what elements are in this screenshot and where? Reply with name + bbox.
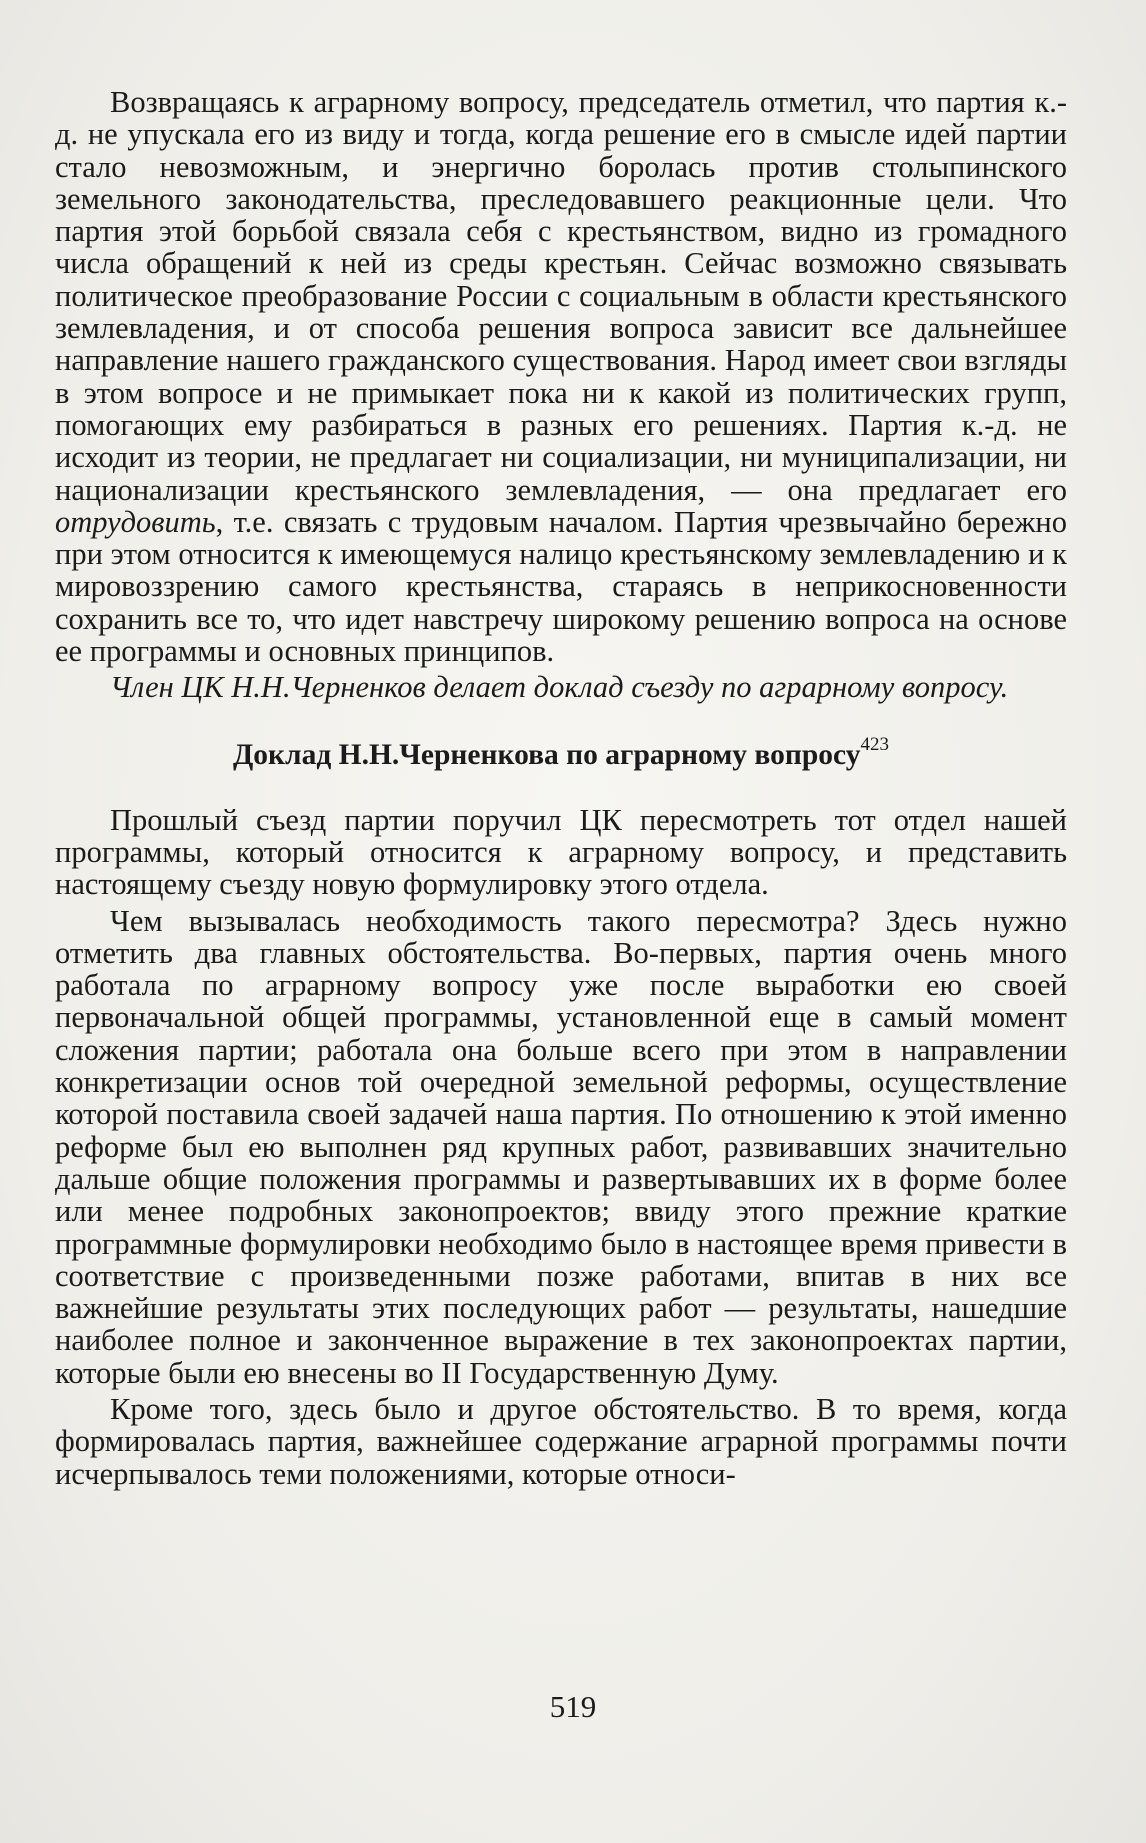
heading-text: Доклад Н.Н.Черненкова по аграрному вопросу xyxy=(232,738,861,771)
page-number: 519 xyxy=(549,1689,597,1724)
paragraph-revision-reasons: Чем вызывалась необходимость такого пересмотра? Здесь нужно отметить два главных обстоятельства. Во-первых, партия очень много работала по аграрному вопросу уже после выработки ею своей первоначальной общей программы, установленной еще в самый момент сложения партии; работала она больше всего при этом в направлении конкретизации основ той очередной земельной реформы, осуществление которой поставила своей задачей наша партия. По отношению к этой именно реформе был ею выполнен ряд крупных работ, развивавших значительно дальше общие положения программы и развертывавших их в форме более или менее подробных законопроектов; ввиду этого прежние краткие программные формулировки необходимо было в настоящее время привести в соответствие с произведенными позже работами, впитав в них все важнейшие результаты этих последующих работ — результаты, нашедшие наиболее полное и законченное выражение в тех законопроектах партии, которые были ею внесены во II Государственную Думу. xyxy=(55,903,1067,1390)
footnote-reference: 423 xyxy=(860,733,890,755)
section-heading xyxy=(55,733,1067,772)
paragraph-other-circumstance: Кроме того, здесь было и другое обстоятельство. В то время, когда формировалась партия, важнейшее содержание аграрной программы почти исчерпывалось теми положениями, которые относи- xyxy=(55,1391,1067,1491)
paragraph-report-announcement: Член ЦК Н.Н.Черненков делает доклад съезду по аграрному вопросу. xyxy=(110,670,1009,705)
paragraph-congress-commission: Прошлый съезд партии поручил ЦК пересмотреть тот отдел нашей программы, который относится к аграрному вопросу, и представить настоящему съезду новую формулировку этого отдела. xyxy=(55,802,1067,902)
paragraph-text-end: , т.е. связать с трудовым началом. Партия чрезвычайно бережно при этом относится к имеющемуся налицо крестьянскому землевладению и к мировоззрению самого крестьянства, стараясь в неприкосновенности сохранить все то, что идет навстречу широкому решению вопроса на основе ее программы и основных принципов. xyxy=(55,504,1067,669)
paragraph-text: Возвращаясь к аграрному вопросу, председатель отметил, что партия к.-д. не упускала его из виду и тогда, когда решение его в смысле идей партии стало невозможным, и энергично боролась против столыпинского земельного законодательства, преследовавшего реакционные цели. Что партия этой борьбой связала себя с крестьянством, видно из громадного числа обращений к ней из среды крестьян. Сейчас возможно связывать политическое преобразование России с социальным в области крестьянского землевладения, и от способа решения вопроса зависит все дальнейшее направление нашего гражданского существования. Народ имеет свои взгляды в этом вопросе и не примыкает пока ни к какой из политических групп, помогающих ему разбираться в разных его решениях. Партия к.-д. не исходит из теории, не предлагает ни социализации, ни муниципализации, ни национализации крестьянского землевладения, — она предлагает его xyxy=(55,85,1067,507)
paragraph-chairman-remarks xyxy=(55,86,1067,667)
italic-term: отрудовить xyxy=(55,504,216,539)
page-text xyxy=(55,86,1067,1490)
